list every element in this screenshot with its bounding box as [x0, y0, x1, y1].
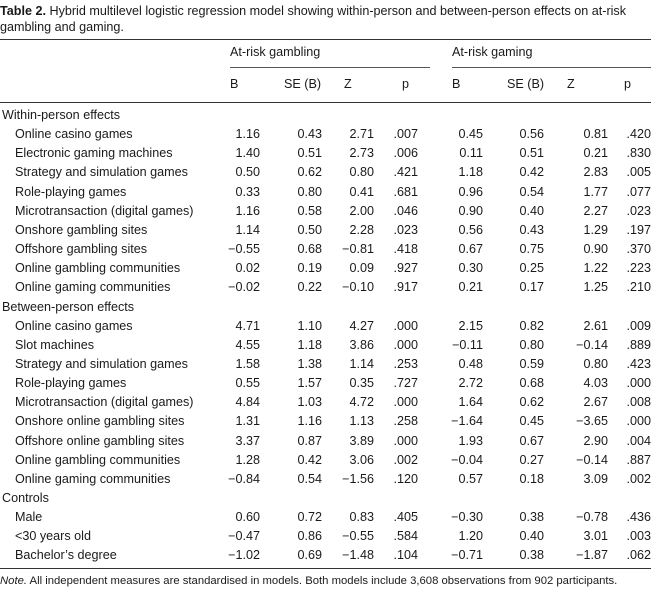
table-cell: .584: [393, 529, 418, 544]
table-cell: 0.02: [235, 261, 260, 276]
table-cell: .917: [393, 280, 418, 295]
table-cell: .000: [393, 337, 418, 352]
row-label: Slot machines: [15, 337, 95, 352]
table-cell: 0.80: [297, 184, 322, 199]
table-cell: 0.54: [297, 471, 322, 486]
table-cell: 0.96: [458, 184, 483, 199]
table-cell: 4.55: [235, 337, 260, 352]
row-label: Online gaming communities: [15, 280, 171, 295]
table-cell: 3.86: [349, 337, 374, 352]
row-label: Microtransaction (digital games): [15, 395, 194, 410]
table-cell: .681: [393, 184, 418, 199]
table-cell: .006: [393, 146, 418, 161]
table-cell: 4.03: [583, 376, 608, 391]
table-cell: 0.27: [519, 452, 544, 467]
table-cell: 1.93: [458, 433, 483, 448]
table-cell: .253: [393, 356, 418, 371]
table-cell: 0.22: [297, 280, 322, 295]
table-cell: 1.64: [458, 395, 483, 410]
table-cell: .002: [393, 452, 418, 467]
table-cell: .000: [626, 376, 651, 391]
table-cell: 0.87: [297, 433, 322, 448]
table-cell: 0.21: [583, 146, 608, 161]
table-cell: 0.59: [519, 356, 544, 371]
row-label: Role-playing games: [15, 184, 127, 199]
table-cell: 0.48: [458, 356, 483, 371]
table-cell: 2.00: [349, 203, 374, 218]
table-cell: .008: [626, 395, 651, 410]
table-cell: −0.11: [452, 337, 483, 352]
table-cell: .405: [393, 510, 418, 525]
table-cell: .009: [626, 318, 651, 333]
table-cell: 0.62: [297, 165, 322, 180]
table-cell: 1.03: [297, 395, 322, 410]
table-cell: .889: [626, 337, 651, 352]
table-cell: −0.71: [451, 548, 483, 563]
table-cell: −0.02: [228, 280, 260, 295]
table-cell: .120: [393, 471, 418, 486]
row-label: Online gambling communities: [15, 452, 181, 467]
column-header: B: [452, 77, 461, 91]
table-cell: .420: [626, 127, 651, 142]
table-cell: .000: [393, 433, 418, 448]
table-cell: .077: [626, 184, 651, 199]
table-cell: 0.51: [297, 146, 322, 161]
group-rule-gambling: [230, 67, 430, 68]
table-cell: 1.58: [235, 356, 260, 371]
table-cell: 0.38: [519, 548, 544, 563]
table-cell: 1.13: [349, 414, 374, 429]
table-cell: −0.14: [576, 337, 608, 352]
table-cell: 0.11: [459, 146, 483, 161]
table-cell: 0.57: [458, 471, 483, 486]
table-cell: .104: [393, 548, 418, 563]
table-cell: −0.81: [342, 242, 374, 257]
table-cell: .258: [393, 414, 418, 429]
table-cell: 0.67: [458, 242, 483, 257]
table-cell: 0.82: [519, 318, 544, 333]
table-cell: 0.45: [458, 127, 483, 142]
table-cell: 0.56: [519, 127, 544, 142]
table-cell: 1.28: [235, 452, 260, 467]
table-cell: 1.14: [235, 222, 260, 237]
table-cell: 1.31: [235, 414, 260, 429]
section-title: Controls: [2, 491, 49, 505]
row-label: Online casino games: [15, 127, 133, 142]
table-cell: 0.80: [519, 337, 544, 352]
table-cell: 1.29: [583, 222, 608, 237]
table-cell: −0.10: [342, 280, 374, 295]
table-cell: .003: [626, 529, 651, 544]
table-cell: 0.75: [519, 242, 544, 257]
table-cell: −0.04: [451, 452, 483, 467]
table-cell: −0.78: [576, 510, 608, 525]
table-cell: −0.47: [228, 529, 260, 544]
caption-label: Table 2.: [0, 4, 46, 18]
row-label: Role-playing games: [15, 376, 127, 391]
row-label: Microtransaction (digital games): [15, 203, 194, 218]
table-cell: −0.55: [342, 529, 374, 544]
table-cell: −1.64: [451, 414, 483, 429]
table-cell: .927: [393, 261, 418, 276]
note-text: All independent measures are standardised in models. Both models include 3,608 observations from 902 participants.: [29, 575, 618, 587]
table-cell: 2.83: [583, 165, 608, 180]
table-cell: 0.68: [297, 242, 322, 257]
table-cell: .023: [626, 203, 651, 218]
table-cell: 1.57: [297, 376, 322, 391]
row-label: Online gaming communities: [15, 471, 171, 486]
table-cell: .023: [393, 222, 418, 237]
table-cell: 4.72: [349, 395, 374, 410]
table-cell: 0.60: [235, 510, 260, 525]
row-label: Online casino games: [15, 318, 133, 333]
table-cell: 0.62: [519, 395, 544, 410]
table-cell: .046: [393, 203, 418, 218]
table-cell: −1.48: [342, 548, 374, 563]
section-title: Within-person effects: [2, 108, 121, 122]
table-cell: 1.40: [235, 146, 260, 161]
table-cell: .210: [626, 280, 651, 295]
table-cell: 1.10: [297, 318, 322, 333]
table-cell: 0.40: [519, 203, 544, 218]
table-cell: 1.25: [583, 280, 608, 295]
row-label: Male: [15, 510, 43, 525]
table-cell: 1.14: [349, 356, 374, 371]
row-label: Strategy and simulation games: [15, 356, 188, 371]
table-cell: 0.38: [519, 510, 544, 525]
table-cell: 1.18: [297, 337, 322, 352]
table-cell: .002: [626, 471, 651, 486]
table-cell: 2.61: [583, 318, 608, 333]
table-cell: −0.14: [576, 452, 608, 467]
table-cell: 0.86: [297, 529, 322, 544]
table-cell: 3.37: [235, 433, 260, 448]
table-cell: .062: [626, 548, 651, 563]
column-header: Z: [344, 77, 352, 91]
row-label: Bachelor’s degree: [15, 548, 117, 563]
table-cell: 0.41: [349, 184, 374, 199]
column-header: Z: [567, 77, 575, 91]
table-cell: 3.89: [349, 433, 374, 448]
row-label: Electronic gaming machines: [15, 146, 173, 161]
table-cell: .421: [393, 165, 418, 180]
section-title: Between-person effects: [2, 299, 135, 314]
table-cell: 0.18: [519, 471, 544, 486]
table-cell: 0.68: [519, 376, 544, 391]
table-cell: 0.50: [297, 222, 322, 237]
table-cell: 0.43: [297, 127, 322, 142]
table-cell: 0.42: [297, 452, 322, 467]
table-caption: [0, 3, 649, 35]
table-cell: 2.28: [349, 222, 374, 237]
table-cell: −0.84: [228, 471, 260, 486]
row-label: Online gambling communities: [15, 261, 181, 276]
row-label: Offshore online gambling sites: [15, 433, 185, 448]
table-cell: 2.67: [583, 395, 608, 410]
table-cell: 0.54: [519, 184, 544, 199]
row-label: Onshore online gambling sites: [15, 414, 185, 429]
table-cell: 2.27: [583, 203, 608, 218]
caption-text: Hybrid multilevel logistic regression model showing within-person and between-person effects on at-risk gambling and gaming.: [0, 4, 627, 34]
table-cell: 1.16: [235, 127, 260, 142]
table-cell: −1.87: [576, 548, 608, 563]
table-cell: 3.09: [583, 471, 608, 486]
table-cell: 1.18: [458, 165, 483, 180]
column-header: p: [624, 77, 632, 91]
table-cell: 2.90: [583, 433, 608, 448]
table-cell: .223: [626, 261, 651, 276]
table-cell: 0.55: [235, 376, 260, 391]
table-cell: 0.25: [519, 261, 544, 276]
table-cell: 0.83: [349, 510, 374, 525]
table-cell: .004: [626, 433, 651, 448]
table-cell: −3.65: [576, 414, 608, 429]
table-cell: 0.56: [458, 222, 483, 237]
table-cell: .000: [393, 395, 418, 410]
table-cell: 0.90: [458, 203, 483, 218]
row-label: <30 years old: [15, 529, 91, 544]
table-cell: .000: [393, 318, 418, 333]
table-cell: .423: [626, 356, 651, 371]
table-cell: 0.67: [519, 433, 544, 448]
row-label: Offshore gambling sites: [15, 242, 148, 257]
table-cell: .370: [626, 242, 651, 257]
table-cell: 0.58: [297, 203, 322, 218]
bottom-rule: [0, 568, 651, 569]
table-cell: 0.21: [458, 280, 483, 295]
table-cell: 0.40: [519, 529, 544, 544]
table-cell: 0.69: [297, 548, 322, 563]
table-cell: 4.71: [235, 318, 260, 333]
table-cell: 0.42: [519, 165, 544, 180]
table-cell: 0.35: [349, 376, 374, 391]
table-cell: 0.19: [297, 261, 322, 276]
table-cell: 0.50: [235, 165, 260, 180]
table-cell: 0.30: [458, 261, 483, 276]
row-label: Strategy and simulation games: [15, 165, 188, 180]
table-cell: 0.45: [519, 414, 544, 429]
table-cell: .418: [393, 242, 418, 257]
table-cell: 0.81: [583, 127, 608, 142]
table-cell: .197: [626, 222, 651, 237]
table-cell: 0.09: [349, 261, 374, 276]
column-header: B: [230, 77, 239, 91]
table-cell: .000: [626, 414, 651, 429]
group-header-gaming: At-risk gaming: [452, 45, 533, 59]
table-cell: .727: [393, 376, 418, 391]
table-cell: 0.51: [519, 146, 544, 161]
table-cell: 2.15: [458, 318, 483, 333]
table-cell: 4.27: [349, 318, 374, 333]
table-cell: 2.71: [349, 127, 374, 142]
top-rule: [0, 39, 651, 40]
table-cell: 1.16: [235, 203, 260, 218]
table-cell: 1.77: [583, 184, 608, 199]
table-cell: −0.30: [451, 510, 483, 525]
table-cell: .007: [393, 127, 418, 142]
header-rule: [0, 102, 651, 103]
note-label: Note.: [0, 575, 28, 587]
table-cell: .436: [626, 510, 651, 525]
table-cell: 0.90: [583, 242, 608, 257]
column-header: SE (B): [284, 77, 322, 91]
column-header: p: [402, 77, 410, 91]
table-cell: .830: [626, 146, 651, 161]
table-cell: −1.56: [342, 471, 374, 486]
table-cell: .005: [626, 165, 651, 180]
table-cell: 1.16: [297, 414, 322, 429]
table-cell: 1.38: [297, 356, 322, 371]
table-cell: 0.33: [235, 184, 260, 199]
table-cell: 1.22: [583, 261, 608, 276]
table-cell: .887: [626, 452, 651, 467]
table-cell: 2.73: [349, 146, 374, 161]
table-cell: 4.84: [235, 395, 260, 410]
table-cell: 0.17: [519, 280, 544, 295]
group-header-gambling: At-risk gambling: [230, 45, 321, 59]
table-cell: 0.72: [297, 510, 322, 525]
table-cell: 0.43: [519, 222, 544, 237]
row-label: Onshore gambling sites: [15, 222, 148, 237]
column-header: SE (B): [507, 77, 545, 91]
table-cell: 3.06: [349, 452, 374, 467]
table-cell: −0.55: [228, 242, 260, 257]
table-cell: 0.80: [583, 356, 608, 371]
table-cell: 2.72: [458, 376, 483, 391]
table-note: [0, 573, 651, 589]
table-cell: 0.80: [349, 165, 374, 180]
group-rule-gaming: [452, 67, 651, 68]
table-cell: −1.02: [228, 548, 260, 563]
table-cell: 3.01: [583, 529, 608, 544]
table-cell: 1.20: [458, 529, 483, 544]
